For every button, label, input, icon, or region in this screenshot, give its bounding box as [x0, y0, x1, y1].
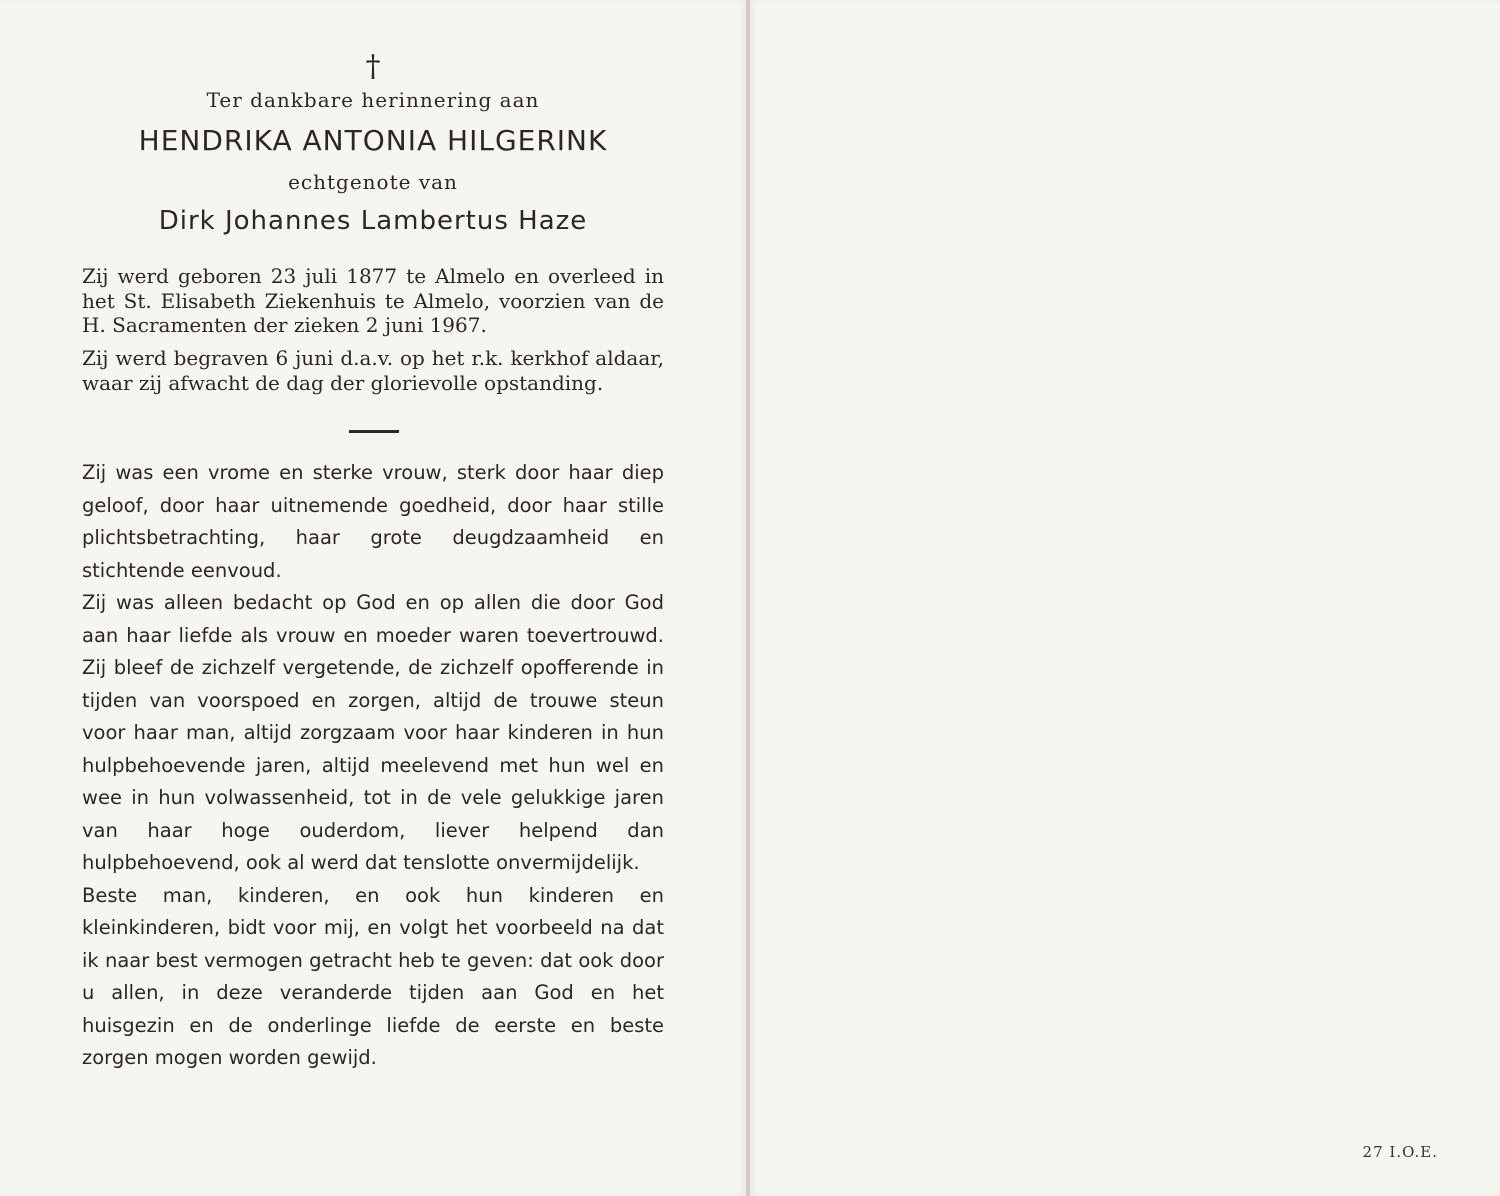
card-text-side	[0, 0, 747, 1196]
tribute-text	[82, 457, 664, 1075]
deceased-name: HENDRIKA ANTONIA HILGERINK	[138, 124, 608, 157]
print-code: 27 I.O.E.	[1362, 1143, 1438, 1161]
tribute-paragraph: Zij was alleen bedacht op God en op allen die door God aan haar liefde als vrouw en moeder waren toevertrouwd. Zij bleef de zichzelf vergetende, de zichzelf opofferende in tijden van voorspoed en zorgen, altijd de trouwe steun voor haar man, altijd zorgzaam voor haar kinderen in hun hulpbehoevende jaren, altijd meelevend met hun wel en wee in hun volwassenheid, tot in de vele gelukkige jaren van haar hoge ouderdom, liever helpend dan hulpbehoevend, ook al werd dat tenslotte onvermijdelijk.	[82, 591, 664, 874]
spouse-name: Dirk Johannes Lambertus Haze	[158, 206, 588, 236]
burial-paragraph: Zij werd begraven 6 juni d.a.v. op het r.k. kerkhof aldaar, waar zij afwacht de dag der glorievolle opstanding.	[82, 346, 664, 395]
birth-death-paragraph: Zij werd geboren 23 juli 1877 te Almelo en overleed in het St. Elisabeth Ziekenhuis te Almelo, voorzien van de H. Sacramenten der zieken 2 juni 1967.	[82, 264, 664, 337]
tribute-paragraph: Beste man, kinderen, en ook hun kinderen en kleinkinderen, bidt voor mij, en volgt het voorbeeld na dat ik naar best vermogen getracht heb te geven: dat ook door u allen, in deze veranderde tijden aan God en het huisgezin en de onderlinge liefde de eerste en beste zorgen mogen worden gewijd.	[82, 883, 664, 1069]
intro-line: Ter dankbare herinnering aan	[206, 88, 540, 112]
tribute-paragraph: Zij was een vrome en sterke vrouw, sterk door haar diep geloof, door haar uitnemende goedheid, door haar stille plichtsbetrachting, haar grote deugdzaamheid en stichtende eenvoud.	[82, 461, 664, 582]
spouse-label: echtgenote van	[288, 170, 458, 194]
divider	[349, 430, 399, 433]
cross-icon: †	[365, 49, 381, 84]
card-image-side	[750, 0, 1500, 1196]
